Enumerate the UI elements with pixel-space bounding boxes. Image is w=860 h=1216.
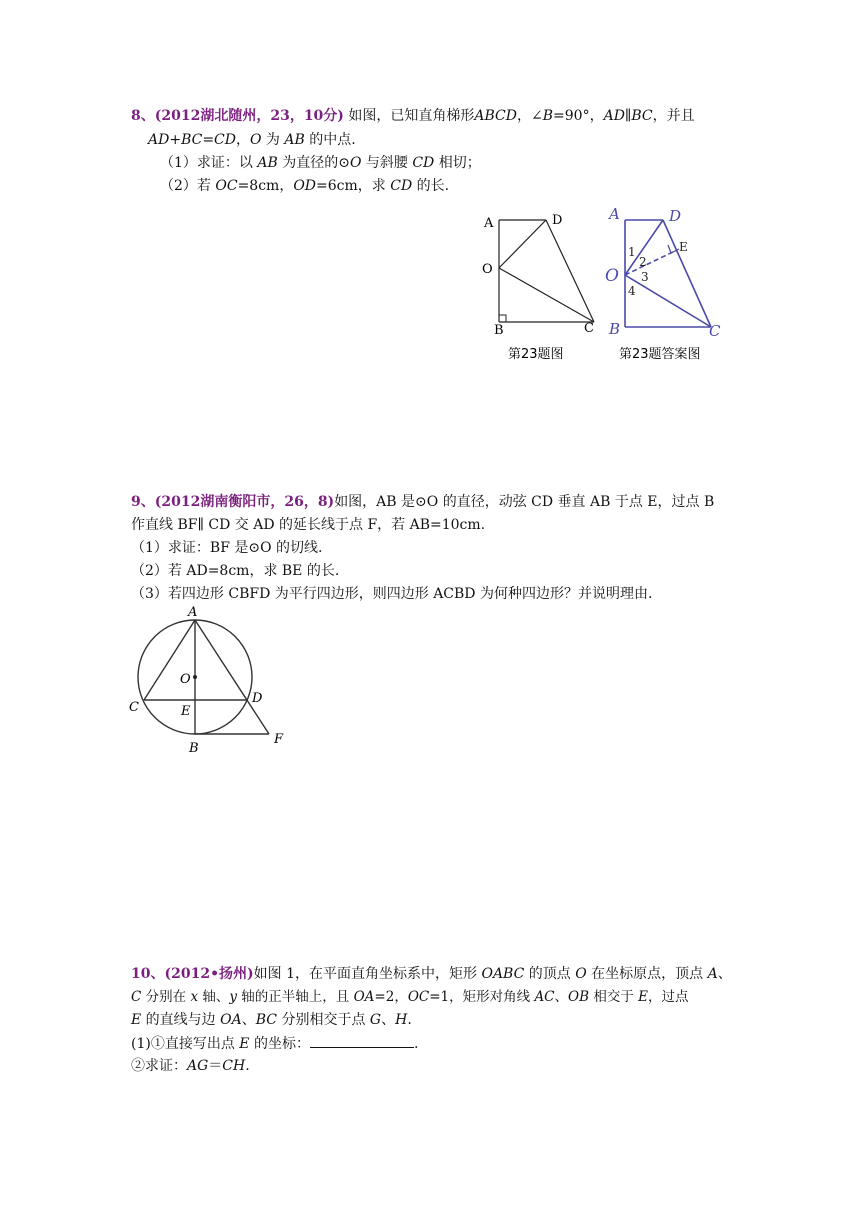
q8-fig2-angle-1: 1 <box>628 245 636 259</box>
q8-fig1-label-A: A <box>484 216 494 231</box>
q8-fig2-angle-2: 2 <box>639 255 647 269</box>
q10-stem-line1: 10、(2012•扬州)如图 1，在平面直角坐标系中，矩形 OABC 的顶点 O 在坐标原点，顶点 A、 <box>131 966 732 982</box>
q10-part1-proof: ②求证：AG＝CH. <box>131 1058 250 1074</box>
q8-fig1-caption: 第23题图 <box>508 347 564 362</box>
q8-source: (2012湖北随州，23，10分) <box>154 108 344 124</box>
q8-stem-line1: 8、(2012湖北随州，23，10分) 如图，已知直角梯形ABCD，∠B=90°，AD∥BC，并且 <box>131 108 695 124</box>
q9-label-E: E <box>181 704 191 719</box>
q9-part2: （2）若 AD=8cm，求 BE 的长. <box>131 563 340 579</box>
q8-fig2-caption: 第23题答案图 <box>619 347 701 362</box>
q8-fig2-label-E: E <box>679 240 688 254</box>
q8-fig2-label-B: B <box>609 320 621 338</box>
q9-number: 9、 <box>131 494 155 510</box>
q9-label-B: B <box>189 741 199 756</box>
q9-source: (2012湖南衡阳市，26，8) <box>154 494 335 510</box>
q10-stem-line2: C 分别在 x 轴、y 轴的正半轴上，且 OA=2，OC=1，矩形对角线 AC、OB 相交于 E，过点 <box>131 989 689 1005</box>
q8-part1: （1）求证：以 AB 为直径的⊙O 与斜腰 CD 相切； <box>160 155 481 171</box>
q10-part1: (1)①直接写出点 E 的坐标： . <box>131 1033 418 1054</box>
q8-fig2-label-C: C <box>709 322 721 340</box>
q8-fig2-angle-3: 3 <box>641 270 649 284</box>
q8-number: 8、 <box>131 108 155 124</box>
q9-stem-line1: 9、(2012湖南衡阳市，26，8)如图，AB 是⊙O 的直径，动弦 CD 垂直 AB 于点 E，过点 B <box>131 494 715 510</box>
q10-stem-line3: E 的直线与边 OA、BC 分别相交于点 G、H. <box>131 1012 412 1028</box>
q9-label-O: O <box>180 672 191 687</box>
q8-part2: （2）若 OC=8cm，OD=6cm，求 CD 的长. <box>160 178 450 194</box>
q9-part3: （3）若四边形 CBFD 为平行四边形，则四边形 ACBD 为何种四边形？并说明理由. <box>131 586 653 602</box>
q9-label-A: A <box>188 605 198 620</box>
q8-fig2-label-O: O <box>605 266 619 286</box>
q9-figure <box>124 600 294 760</box>
q10-answer-blank[interactable] <box>310 1033 414 1048</box>
q8-fig2-label-D: D <box>669 207 682 225</box>
q8-fig1-label-O: O <box>482 262 493 277</box>
q8-fig1-label-C: C <box>584 321 594 336</box>
q8-fig1-label-D: D <box>552 213 563 228</box>
q9-label-C: C <box>129 700 139 715</box>
q10-number: 10、 <box>131 966 165 982</box>
q8-fig2-angle-4: 4 <box>628 284 636 298</box>
q8-fig2-label-A: A <box>609 205 620 223</box>
q8-figure <box>476 205 606 367</box>
q9-part1: （1）求证：BF 是⊙O 的切线. <box>131 540 323 556</box>
q9-stem-line2: 作直线 BF∥ CD 交 AD 的延长线于点 F，若 AB=10cm. <box>131 517 486 533</box>
q8-stem-line2: AD+BC=CD，O 为 AB 的中点. <box>148 132 356 148</box>
q10-source: (2012•扬州) <box>164 966 254 982</box>
q9-label-F: F <box>274 732 284 747</box>
q8-fig1-label-B: B <box>494 323 504 338</box>
q9-label-D: D <box>252 691 263 706</box>
q8-answer-figure <box>603 205 733 367</box>
